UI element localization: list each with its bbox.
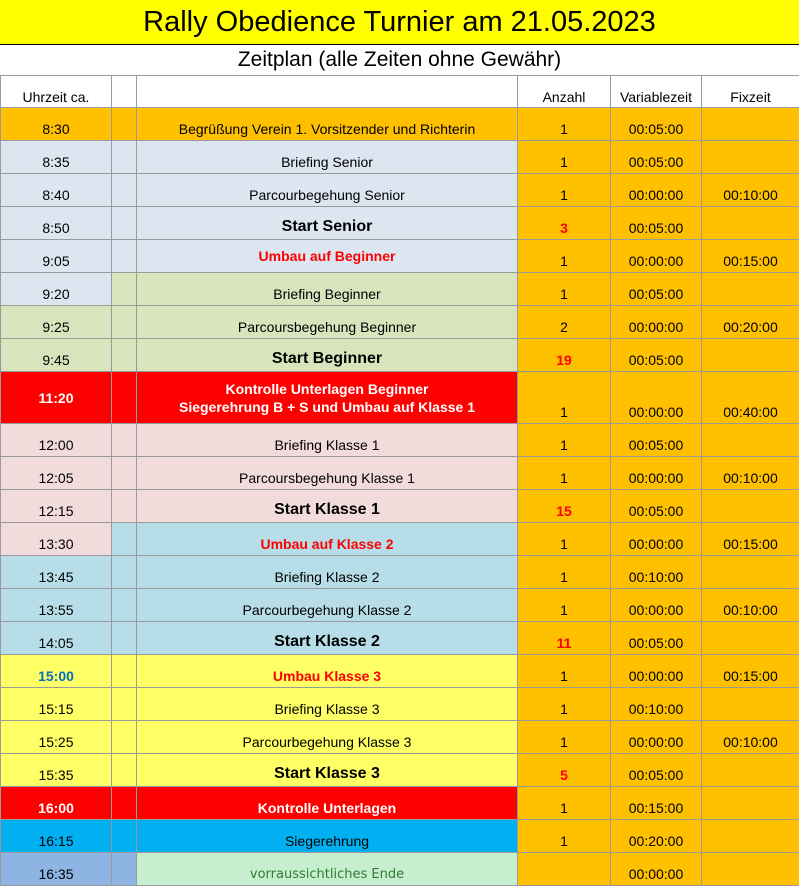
row-description: Start Klasse 2 [137,622,518,655]
table-row [1,787,799,820]
row-variable-time: 00:05:00 [611,207,702,240]
table-row [1,108,799,141]
row-time: 16:35 [1,853,112,886]
row-time: 9:20 [1,273,112,306]
row-time: 9:25 [1,306,112,339]
row-description: Briefing Beginner [137,273,518,306]
row-time: 16:15 [1,820,112,853]
row-time: 9:05 [1,240,112,273]
row-time: 14:05 [1,622,112,655]
row-variable-time: 00:05:00 [611,622,702,655]
table-row [1,688,799,721]
row-variable-time: 00:15:00 [611,787,702,820]
row-fixed-time [702,853,799,886]
row-time: 15:25 [1,721,112,754]
row-time: 16:00 [1,787,112,820]
page-title: Rally Obedience Turnier am 21.05.2023 [0,0,799,45]
table-row [1,372,799,424]
row-time: 9:45 [1,339,112,372]
row-variable-time: 00:05:00 [611,490,702,523]
row-spacer [112,339,137,372]
header-time: Uhrzeit ca. [1,76,112,108]
row-fixed-time [702,820,799,853]
header-fixed: Fixzeit [702,76,799,108]
row-description: Siegerehrung [137,820,518,853]
row-fixed-time: 00:10:00 [702,721,799,754]
row-count: 1 [518,589,611,622]
table-row [1,306,799,339]
row-count: 1 [518,141,611,174]
row-fixed-time: 00:15:00 [702,240,799,273]
row-variable-time: 00:20:00 [611,820,702,853]
table-row [1,820,799,853]
row-spacer [112,273,137,306]
row-count: 11 [518,622,611,655]
row-count: 1 [518,174,611,207]
row-time: 8:40 [1,174,112,207]
row-variable-time: 00:00:00 [611,655,702,688]
row-time: 12:15 [1,490,112,523]
header-spacer [112,76,137,108]
row-description [137,372,518,424]
row-spacer [112,721,137,754]
row-count: 1 [518,721,611,754]
row-spacer [112,589,137,622]
row-spacer [112,688,137,721]
row-count: 1 [518,523,611,556]
row-fixed-time [702,490,799,523]
row-time: 12:00 [1,424,112,457]
row-spacer [112,240,137,273]
row-spacer [112,820,137,853]
row-count: 1 [518,655,611,688]
table-row [1,754,799,787]
row-count: 1 [518,787,611,820]
row-spacer [112,523,137,556]
row-count: 1 [518,372,611,424]
row-time: 13:30 [1,523,112,556]
row-count: 1 [518,556,611,589]
table-row [1,523,799,556]
row-count: 19 [518,339,611,372]
row-count: 3 [518,207,611,240]
row-spacer [112,622,137,655]
row-spacer [112,787,137,820]
row-time: 13:55 [1,589,112,622]
table-row [1,141,799,174]
row-time: 15:35 [1,754,112,787]
row-spacer [112,655,137,688]
row-fixed-time [702,556,799,589]
row-count: 15 [518,490,611,523]
row-spacer [112,207,137,240]
table-row [1,207,799,240]
row-time: 15:00 [1,655,112,688]
row-spacer [112,853,137,886]
table-row [1,853,799,886]
row-spacer [112,108,137,141]
row-fixed-time: 00:20:00 [702,306,799,339]
row-time: 8:50 [1,207,112,240]
table-row [1,589,799,622]
row-variable-time: 00:05:00 [611,273,702,306]
row-description: Parcoursbegehung Klasse 1 [137,457,518,490]
row-count: 1 [518,108,611,141]
row-count: 1 [518,457,611,490]
header-row [1,76,799,108]
row-variable-time: 00:05:00 [611,339,702,372]
row-description: Start Klasse 1 [137,490,518,523]
table-row [1,556,799,589]
row-spacer [112,306,137,339]
row-spacer [112,457,137,490]
row-description: Parcourbegehung Klasse 2 [137,589,518,622]
row-time: 8:35 [1,141,112,174]
row-variable-time: 00:05:00 [611,424,702,457]
row-description: Umbau auf Beginner [137,240,518,273]
row-time: 13:45 [1,556,112,589]
row-count: 1 [518,820,611,853]
row-description: Umbau auf Klasse 2 [137,523,518,556]
header-variable: Variablezeit [611,76,702,108]
row-description: Start Beginner [137,339,518,372]
table-row [1,655,799,688]
row-description: Briefing Klasse 2 [137,556,518,589]
table-row [1,622,799,655]
row-count: 1 [518,688,611,721]
row-fixed-time [702,273,799,306]
row-description: Briefing Klasse 3 [137,688,518,721]
row-variable-time: 00:05:00 [611,108,702,141]
row-spacer [112,754,137,787]
row-variable-time: 00:00:00 [611,372,702,424]
row-fixed-time [702,424,799,457]
row-variable-time: 00:00:00 [611,853,702,886]
row-variable-time: 00:05:00 [611,754,702,787]
table-row [1,457,799,490]
row-variable-time: 00:00:00 [611,240,702,273]
row-spacer [112,424,137,457]
row-description-line1: Kontrolle Unterlagen Beginner [137,380,517,398]
row-variable-time: 00:10:00 [611,556,702,589]
schedule-table [0,75,799,886]
row-time: 8:30 [1,108,112,141]
table-row [1,240,799,273]
row-fixed-time: 00:10:00 [702,589,799,622]
row-variable-time: 00:05:00 [611,141,702,174]
row-variable-time: 00:00:00 [611,457,702,490]
row-fixed-time [702,622,799,655]
row-description: Start Klasse 3 [137,754,518,787]
row-description: Parcoursbegehung Beginner [137,306,518,339]
row-variable-time: 00:10:00 [611,688,702,721]
row-variable-time: 00:00:00 [611,721,702,754]
row-time: 12:05 [1,457,112,490]
row-description-line2: Siegerehrung B + S und Umbau auf Klasse 1 [137,398,517,416]
row-variable-time: 00:00:00 [611,174,702,207]
row-description: Briefing Klasse 1 [137,424,518,457]
page-subtitle: Zeitplan (alle Zeiten ohne Gewähr) [0,45,799,75]
row-description: Briefing Senior [137,141,518,174]
row-description: Umbau Klasse 3 [137,655,518,688]
row-time: 11:20 [1,372,112,424]
table-row [1,174,799,207]
table-row [1,424,799,457]
row-description: Start Senior [137,207,518,240]
row-fixed-time: 00:40:00 [702,372,799,424]
table-row [1,339,799,372]
row-count: 1 [518,240,611,273]
row-count [518,853,611,886]
row-description: Begrüßung Verein 1. Vorsitzender und Richterin [137,108,518,141]
header-description [137,76,518,108]
row-count: 2 [518,306,611,339]
row-fixed-time: 00:10:00 [702,174,799,207]
row-fixed-time [702,754,799,787]
row-description: Kontrolle Unterlagen [137,787,518,820]
row-fixed-time [702,207,799,240]
row-spacer [112,372,137,424]
row-fixed-time: 00:15:00 [702,523,799,556]
row-time: 15:15 [1,688,112,721]
table-row [1,273,799,306]
header-count: Anzahl [518,76,611,108]
row-fixed-time: 00:15:00 [702,655,799,688]
row-fixed-time [702,108,799,141]
row-spacer [112,490,137,523]
row-spacer [112,141,137,174]
row-fixed-time [702,787,799,820]
row-count: 5 [518,754,611,787]
row-spacer [112,174,137,207]
row-variable-time: 00:00:00 [611,523,702,556]
row-count: 1 [518,424,611,457]
row-variable-time: 00:00:00 [611,589,702,622]
row-fixed-time [702,339,799,372]
table-row [1,721,799,754]
row-fixed-time [702,688,799,721]
row-description: Parcourbegehung Klasse 3 [137,721,518,754]
row-variable-time: 00:00:00 [611,306,702,339]
table-row [1,490,799,523]
row-fixed-time [702,141,799,174]
row-description: Parcourbegehung Senior [137,174,518,207]
row-description: vorraussichtliches Ende [137,853,518,886]
row-spacer [112,556,137,589]
row-count: 1 [518,273,611,306]
row-fixed-time: 00:10:00 [702,457,799,490]
